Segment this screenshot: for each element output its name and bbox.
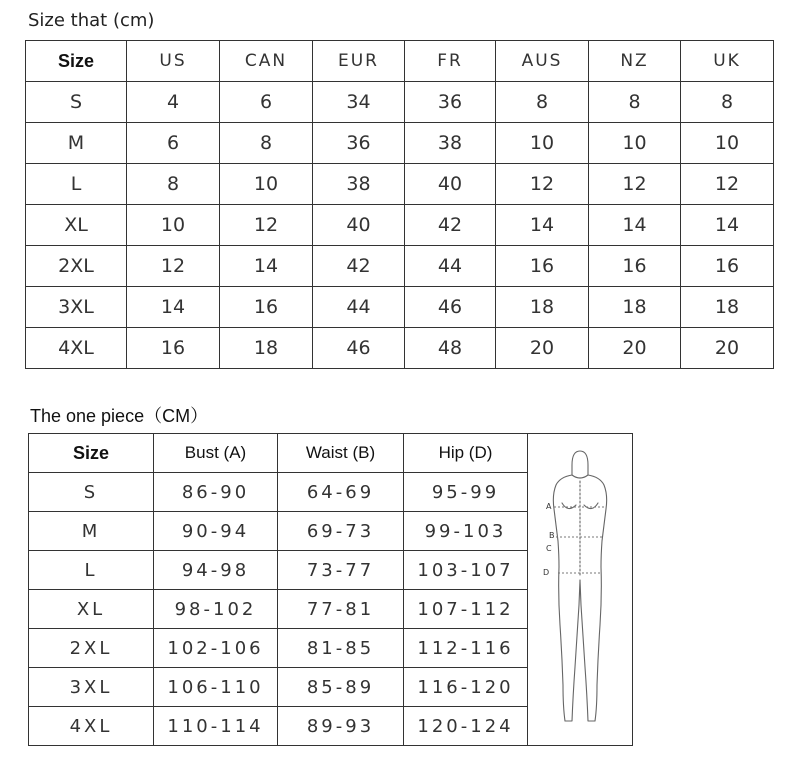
cell: 120-124 bbox=[404, 707, 528, 746]
cell: 36 bbox=[405, 82, 496, 123]
cell: 36 bbox=[313, 123, 405, 164]
cell: 2XL bbox=[29, 629, 154, 668]
cell: 42 bbox=[405, 205, 496, 246]
cell: 16 bbox=[681, 246, 774, 287]
cell: 10 bbox=[681, 123, 774, 164]
cell: 99-103 bbox=[404, 512, 528, 551]
cell: 38 bbox=[313, 164, 405, 205]
cell: 12 bbox=[127, 246, 220, 287]
cell: 38 bbox=[405, 123, 496, 164]
cell: 8 bbox=[127, 164, 220, 205]
figure-label-b: B bbox=[549, 530, 558, 540]
table-row bbox=[26, 246, 774, 287]
cell: 10 bbox=[127, 205, 220, 246]
cell: 44 bbox=[405, 246, 496, 287]
cell: S bbox=[26, 82, 127, 123]
cell: 8 bbox=[681, 82, 774, 123]
cell: 40 bbox=[313, 205, 405, 246]
cell: XL bbox=[29, 590, 154, 629]
cell: 20 bbox=[496, 328, 589, 369]
cell: 14 bbox=[589, 205, 681, 246]
cell: 18 bbox=[496, 287, 589, 328]
table-row bbox=[26, 287, 774, 328]
header-size: Size bbox=[29, 434, 154, 473]
cell: 12 bbox=[681, 164, 774, 205]
cell: S bbox=[29, 473, 154, 512]
cell: 20 bbox=[681, 328, 774, 369]
cell: 44 bbox=[313, 287, 405, 328]
cell: 112-116 bbox=[404, 629, 528, 668]
cell: 8 bbox=[496, 82, 589, 123]
header-bust: Bust (A) bbox=[154, 434, 278, 473]
header-uk: UK bbox=[681, 41, 774, 82]
cell: 102-106 bbox=[154, 629, 278, 668]
cell: 8 bbox=[220, 123, 313, 164]
cell: 85-89 bbox=[278, 668, 404, 707]
header-size: Size bbox=[26, 41, 127, 82]
header-hip: Hip (D) bbox=[404, 434, 528, 473]
cell: 18 bbox=[681, 287, 774, 328]
cell: 6 bbox=[127, 123, 220, 164]
one-piece-measurement-table bbox=[28, 433, 633, 746]
cell: 48 bbox=[405, 328, 496, 369]
cell: 12 bbox=[220, 205, 313, 246]
cell: 73-77 bbox=[278, 551, 404, 590]
cell: 95-99 bbox=[404, 473, 528, 512]
body-figure-cell bbox=[528, 434, 633, 746]
table-row bbox=[26, 164, 774, 205]
size-conversion-table bbox=[25, 40, 774, 369]
cell: 8 bbox=[589, 82, 681, 123]
cell: 14 bbox=[496, 205, 589, 246]
cell: 6 bbox=[220, 82, 313, 123]
cell: 3XL bbox=[26, 287, 127, 328]
cell: 116-120 bbox=[404, 668, 528, 707]
table-row bbox=[26, 205, 774, 246]
cell: 14 bbox=[681, 205, 774, 246]
one-piece-title: The one piece（CM） bbox=[30, 406, 209, 426]
cell: 89-93 bbox=[278, 707, 404, 746]
cell: 18 bbox=[220, 328, 313, 369]
cell: 2XL bbox=[26, 246, 127, 287]
cell: 98-102 bbox=[154, 590, 278, 629]
header-nz: NZ bbox=[589, 41, 681, 82]
cell: 64-69 bbox=[278, 473, 404, 512]
cell: 107-112 bbox=[404, 590, 528, 629]
table-header-row bbox=[26, 41, 774, 82]
table-row bbox=[26, 123, 774, 164]
table-header-row bbox=[29, 434, 633, 473]
header-fr: FR bbox=[405, 41, 496, 82]
header-can: CAN bbox=[220, 41, 313, 82]
cell: 90-94 bbox=[154, 512, 278, 551]
cell: 10 bbox=[220, 164, 313, 205]
cell: 46 bbox=[405, 287, 496, 328]
cell: 103-107 bbox=[404, 551, 528, 590]
figure-label-c: C bbox=[546, 543, 555, 553]
cell: 42 bbox=[313, 246, 405, 287]
cell: 34 bbox=[313, 82, 405, 123]
cell: 4 bbox=[127, 82, 220, 123]
cell: 18 bbox=[589, 287, 681, 328]
header-aus: AUS bbox=[496, 41, 589, 82]
table-row bbox=[26, 328, 774, 369]
cell: XL bbox=[26, 205, 127, 246]
cell: 12 bbox=[496, 164, 589, 205]
cell: 3XL bbox=[29, 668, 154, 707]
cell: 110-114 bbox=[154, 707, 278, 746]
cell: 94-98 bbox=[154, 551, 278, 590]
body-measurement-figure-icon bbox=[532, 445, 628, 735]
header-waist: Waist (B) bbox=[278, 434, 404, 473]
cell: L bbox=[26, 164, 127, 205]
cell: 16 bbox=[496, 246, 589, 287]
cell: 16 bbox=[127, 328, 220, 369]
cell: M bbox=[26, 123, 127, 164]
size-chart-title: Size that (cm) bbox=[28, 10, 155, 31]
cell: L bbox=[29, 551, 154, 590]
cell: M bbox=[29, 512, 154, 551]
cell: 12 bbox=[589, 164, 681, 205]
cell: 40 bbox=[405, 164, 496, 205]
figure-label-a: A bbox=[546, 501, 555, 511]
cell: 16 bbox=[589, 246, 681, 287]
cell: 20 bbox=[589, 328, 681, 369]
figure-label-d: D bbox=[543, 567, 553, 577]
cell: 46 bbox=[313, 328, 405, 369]
cell: 106-110 bbox=[154, 668, 278, 707]
cell: 4XL bbox=[26, 328, 127, 369]
cell: 69-73 bbox=[278, 512, 404, 551]
cell: 10 bbox=[589, 123, 681, 164]
header-us: US bbox=[127, 41, 220, 82]
cell: 4XL bbox=[29, 707, 154, 746]
cell: 10 bbox=[496, 123, 589, 164]
cell: 77-81 bbox=[278, 590, 404, 629]
cell: 86-90 bbox=[154, 473, 278, 512]
cell: 14 bbox=[127, 287, 220, 328]
cell: 16 bbox=[220, 287, 313, 328]
cell: 81-85 bbox=[278, 629, 404, 668]
table-row bbox=[26, 82, 774, 123]
cell: 14 bbox=[220, 246, 313, 287]
header-eur: EUR bbox=[313, 41, 405, 82]
